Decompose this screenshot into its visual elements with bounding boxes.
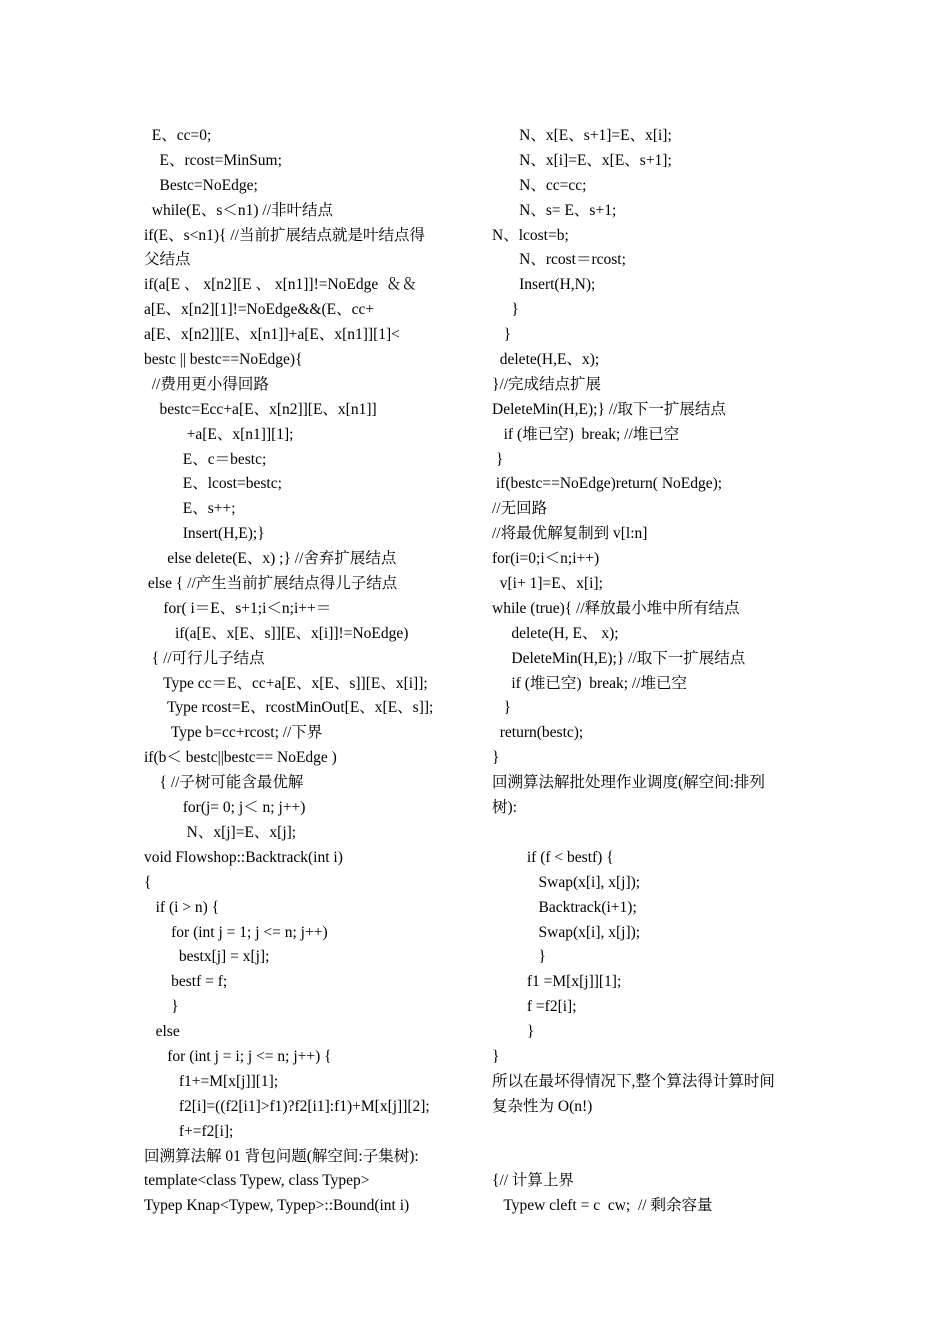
code-line: }	[492, 1047, 500, 1065]
code-line: }	[492, 699, 512, 717]
code-line: f =f2[i];	[492, 998, 577, 1016]
code-line: {// 计算上界	[492, 1172, 574, 1190]
code-line: N、x[i]=E、x[E、s+1];	[492, 151, 672, 169]
code-line: N、x[j]=E、x[j];	[144, 823, 297, 841]
code-line	[492, 1120, 812, 1145]
code-line: DeleteMin(H,E);} //取下一扩展结点	[492, 649, 746, 667]
code-line: return(bestc);	[492, 724, 584, 742]
code-line: Backtrack(i+1);	[492, 898, 637, 916]
code-line	[492, 1145, 812, 1170]
code-line: {	[144, 873, 152, 891]
code-line: Swap(x[i], x[j]);	[492, 873, 641, 891]
code-line: Insert(H,N);	[492, 276, 596, 294]
code-line: N、s= E、s+1;	[492, 201, 617, 219]
code-line: 回溯算法解批处理作业调度(解空间:排列	[492, 774, 765, 792]
code-line: a[E、x[n2][1]!=NoEdge&&(E、cc+	[144, 301, 375, 319]
code-line: 复杂性为 O(n!)	[492, 1097, 593, 1115]
code-line: while (true){ //释放最小堆中所有结点	[492, 599, 740, 617]
code-line: 父结点	[144, 251, 191, 269]
code-line: Typep Knap<Typew, Typep>::Bound(int i)	[144, 1197, 410, 1215]
right-code-column	[492, 124, 812, 1219]
code-line: if (堆已空) break; //堆已空	[492, 674, 688, 692]
code-line: bestf = f;	[144, 973, 228, 991]
code-line: f1+=M[x[j]][1];	[144, 1072, 279, 1090]
code-line: for(j= 0; j＜ n; j++)	[144, 799, 306, 817]
code-line: DeleteMin(H,E);} //取下一扩展结点	[492, 400, 726, 418]
code-line: delete(H,E、x);	[492, 351, 600, 369]
code-line: E、cc=0;	[144, 127, 212, 144]
code-line: +a[E、x[n1]][1];	[144, 425, 294, 443]
code-line: Bestc=NoEdge;	[144, 176, 258, 194]
code-line: bestx[j] = x[j];	[144, 948, 270, 966]
code-line: N、lcost=b;	[492, 226, 569, 244]
code-line: 树):	[492, 799, 517, 817]
code-line: else { //产生当前扩展结点得儿子结点	[144, 575, 398, 593]
code-line: N、cc=cc;	[492, 176, 587, 194]
code-line: E、c＝bestc;	[144, 450, 267, 468]
code-line: }	[492, 301, 519, 319]
code-line: //费用更小得回路	[144, 375, 269, 393]
code-line: f2[i]=((f2[i1]>f1)?f2[i1]:f1)+M[x[j]][2];	[144, 1097, 430, 1115]
code-line: }	[492, 749, 500, 767]
code-line: else delete(E、x) ;} //舍弃扩展结点	[144, 550, 397, 568]
code-line: while(E、s＜n1) //非叶结点	[144, 201, 333, 219]
code-line: 回溯算法解 01 背包问题(解空间:子集树):	[144, 1147, 419, 1165]
code-line: bestc || bestc==NoEdge){	[144, 351, 303, 369]
code-line: a[E、x[n2]][E、x[n1]]+a[E、x[n1]][1]<	[144, 326, 400, 344]
code-line: Type cc＝E、cc+a[E、x[E、s]][E、x[i]];	[144, 674, 428, 692]
code-line: if (f < bestf) {	[492, 848, 614, 866]
code-line	[492, 821, 812, 846]
code-line: if(bestc==NoEdge)return( NoEdge);	[492, 475, 723, 493]
code-line: template<class Typew, class Typep>	[144, 1172, 370, 1190]
code-line: f1 =M[x[j]][1];	[492, 973, 622, 991]
code-line: if(b＜ bestc||bestc== NoEdge )	[144, 749, 337, 767]
code-line: for (int j = 1; j <= n; j++)	[144, 923, 328, 941]
code-line: }	[492, 326, 512, 344]
code-line: //将最优解复制到 v[l:n]	[492, 525, 648, 543]
code-line: }	[492, 948, 546, 966]
code-line: { //子树可能含最优解	[144, 774, 304, 792]
code-line: if (堆已空) break; //堆已空	[492, 425, 680, 443]
code-line: Type rcost=E、rcostMinOut[E、x[E、s]];	[144, 699, 434, 717]
code-line: for( i＝E、s+1;i＜n;i++＝	[144, 599, 332, 617]
left-code-column	[144, 124, 462, 1219]
code-line: }	[492, 450, 504, 468]
code-line: //无回路	[492, 500, 548, 518]
code-line: Insert(H,E);}	[144, 525, 265, 543]
code-line: for (int j = i; j <= n; j++) {	[144, 1047, 332, 1065]
code-line: if(E、s<n1){ //当前扩展结点就是叶结点得	[144, 226, 425, 244]
code-line: }	[144, 998, 179, 1016]
code-line: E、lcost=bestc;	[144, 475, 282, 493]
code-line: }	[492, 1023, 535, 1041]
code-line: }//完成结点扩展	[492, 375, 602, 393]
code-line: if(a[E 、 x[n2][E 、 x[n1]]!=NoEdge ＆＆	[144, 276, 418, 294]
code-line: 所以在最坏得情况下,整个算法得计算时间	[492, 1072, 775, 1090]
code-line: void Flowshop::Backtrack(int i)	[144, 848, 343, 866]
code-line: N、rcost＝rcost;	[492, 251, 626, 269]
code-line: E、rcost=MinSum;	[144, 151, 282, 169]
code-line: Typew cleft = c cw; // 剩余容量	[492, 1197, 713, 1215]
code-line: E、s++;	[144, 500, 236, 518]
code-line: v[i+ 1]=E、x[i];	[492, 575, 603, 593]
code-line: f+=f2[i];	[144, 1122, 234, 1140]
code-line: if (i > n) {	[144, 898, 220, 916]
code-line: for(i=0;i＜n;i++)	[492, 550, 600, 568]
code-line: bestc=Ecc+a[E、x[n2]][E、x[n1]]	[144, 400, 377, 418]
code-line: else	[144, 1023, 180, 1041]
code-line: delete(H, E、 x);	[492, 624, 619, 642]
code-line: if(a[E、x[E、s]][E、x[i]]!=NoEdge)	[144, 624, 409, 642]
code-line: { //可行儿子结点	[144, 649, 265, 667]
code-line: Swap(x[i], x[j]);	[492, 923, 641, 941]
code-line: Type b=cc+rcost; //下界	[144, 724, 323, 742]
code-line: N、x[E、s+1]=E、x[i];	[492, 127, 672, 144]
